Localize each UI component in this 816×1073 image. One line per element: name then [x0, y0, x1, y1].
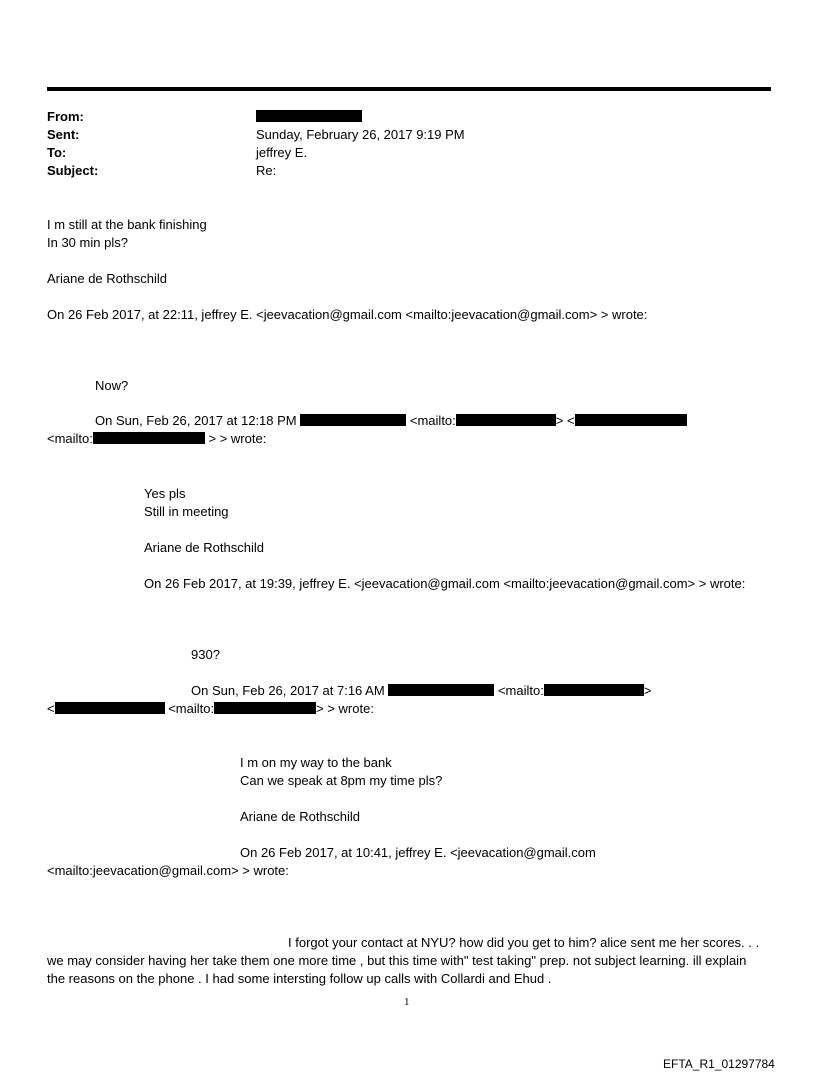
msg1-line1: I m still at the bank finishing	[47, 217, 207, 232]
from-value	[256, 109, 362, 124]
msg4-body: 930?	[191, 647, 220, 662]
redaction-bar	[575, 414, 687, 426]
msg2-qh-wrote: > > wrote:	[208, 431, 267, 446]
msg2-qh-mailto2: <mailto:	[47, 431, 93, 446]
from-label: From:	[47, 109, 84, 124]
msg3-line1: Yes pls	[144, 486, 186, 501]
msg1-line2: In 30 min pls?	[47, 235, 128, 250]
msg6-body: I forgot your contact at NYU? how did you get to him? alice sent me her scores. . . we may consider having her take them one more time , but this time with" test taking" prep. not subject learning. ill explain the reasons on the phone . I had some intersting follow up calls with Collardi and Ehud .	[47, 935, 760, 986]
msg2-body: Now?	[95, 378, 129, 393]
sent-value: Sunday, February 26, 2017 9:19 PM	[256, 127, 465, 142]
msg4-qh-wrote: > > wrote:	[316, 701, 374, 716]
redaction-bar	[388, 684, 494, 696]
msg5-quote-header-line2: <mailto:jeevacation@gmail.com> > wrote:	[47, 863, 289, 878]
redaction-bar	[300, 414, 406, 426]
msg4-quote-header	[191, 683, 651, 698]
msg4-qh-mailto2: <mailto:	[168, 701, 215, 716]
msg2-qh-prefix: On Sun, Feb 26, 2017 at 12:18 PM	[95, 413, 297, 428]
header-rule	[47, 87, 771, 91]
subject-value: Re:	[256, 163, 277, 178]
msg4-quote-header-cont	[47, 701, 374, 716]
subject-label: Subject:	[47, 163, 99, 178]
msg2-quote-header	[95, 413, 687, 428]
msg2-quote-header-cont	[47, 431, 266, 446]
redaction-bar	[256, 110, 362, 122]
msg2-qh-close1: >	[555, 413, 564, 428]
msg3-signature: Ariane de Rothschild	[144, 540, 264, 555]
page-number: 1	[404, 996, 410, 1008]
msg4-qh-prefix: On Sun, Feb 26, 2017 at 7:16 AM	[191, 683, 385, 698]
redaction-bar	[214, 702, 316, 714]
msg3-quote-header: On 26 Feb 2017, at 19:39, jeffrey E. <jeevacation@gmail.com <mailto:jeevacation@gmail.com> > wrote:	[144, 576, 746, 591]
msg5-signature: Ariane de Rothschild	[240, 809, 360, 824]
msg4-qh-mailto1: <mailto:	[497, 683, 544, 698]
msg2-qh-mailto1: <mailto:	[409, 413, 456, 428]
redaction-bar	[55, 702, 165, 714]
msg3-line2: Still in meeting	[144, 504, 229, 519]
to-value: jeffrey E.	[256, 145, 308, 160]
msg4-qh-close1: >	[643, 683, 652, 698]
msg5-line1: I m on my way to the bank	[240, 755, 392, 770]
to-label: To:	[47, 145, 67, 160]
msg5-quote-header-line1: On 26 Feb 2017, at 10:41, jeffrey E. <jeevacation@gmail.com	[240, 845, 596, 860]
redaction-bar	[544, 684, 644, 696]
document-id: EFTA_R1_01297784	[663, 1057, 775, 1071]
redaction-bar	[93, 432, 205, 444]
msg5-line2: Can we speak at 8pm my time pls?	[240, 773, 443, 788]
msg1-signature: Ariane de Rothschild	[47, 271, 167, 286]
redaction-bar	[456, 414, 556, 426]
sent-label: Sent:	[47, 127, 80, 142]
msg2-qh-lt: <	[567, 413, 575, 428]
msg1-quote-header: On 26 Feb 2017, at 22:11, jeffrey E. <jeevacation@gmail.com <mailto:jeevacation@gmail.com> > wrote:	[47, 307, 648, 322]
msg4-qh-lt: <	[47, 701, 55, 716]
